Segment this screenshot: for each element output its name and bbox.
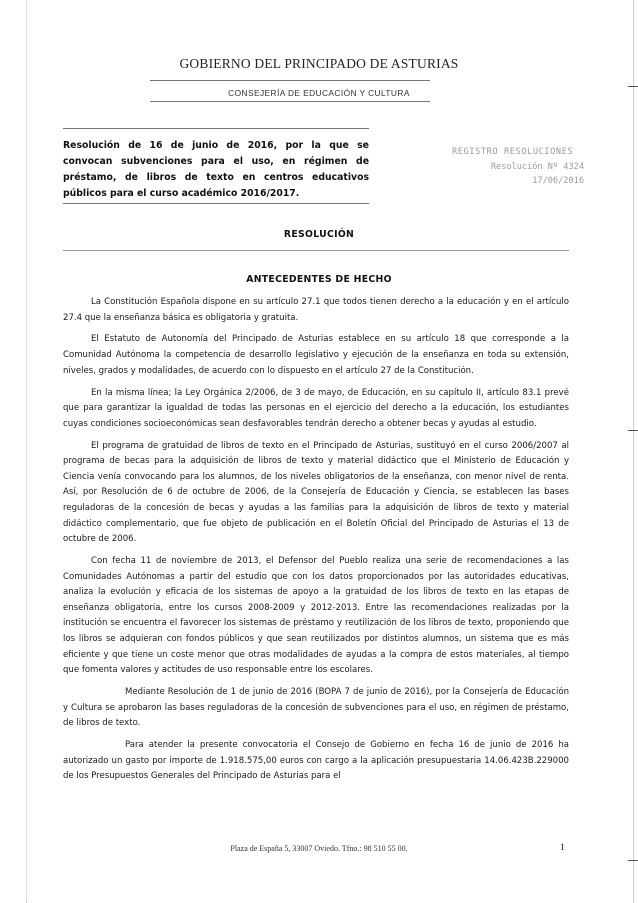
paragraph-free-textbooks: El programa de gratuidad de libros de texto en el Principado de Asturias, sustituyó en el curso 2006/2007 al programa de becas para la adquisición de libros de texto y material didáctico que el Ministerio de Educación y Ciencia venía convocando para los alumnos, de los niveles obligatorios de la enseñanza, con menor nivel de renta. Así, por Resolución de 6 de octubre de 2006, de la Consejería de Educación y Ciencia, se establecen las bases reguladoras de la concesión de becas y ayudas a las familias para la adquisición de libros de texto y material didáctico complementario, que fue objeto de publicación en el Boletín Oficial del Principado de Asturias el 13 de octubre de 2006. xyxy=(63,440,569,545)
page-number: 1 xyxy=(560,843,565,853)
title-rule-bottom xyxy=(63,203,369,204)
scan-margin-right xyxy=(633,0,634,903)
scan-tick-mark xyxy=(628,860,638,861)
paragraph-organic-law: En la misma línea; la Ley Orgánica 2/2006, de 3 de mayo, de Educación, en su capítulo II, artículo 83.1 prevé que para garantizar la igualdad de todas las personas en el ejercicio del derecho a la educación, los estudiantes cuyas condiciones socioeconómicas sean desfavorables tendrán derecho a obtener becas y ayudas al estudio. xyxy=(63,387,569,429)
letterhead xyxy=(0,56,638,72)
paragraph-statute: El Estatuto de Autonomía del Principado de Asturias establece en su artículo 18 que corresponde a la Comunidad Autónoma la competencia de desarrollo legislativo y ejecución de la enseñanza en toda su extensión, niveles, grados y modalidades, de acuerdo con lo dispuesto en el artículo 27 de la Constitución. xyxy=(63,334,569,376)
stamp-resolution-number: Resolución Nº 4324 xyxy=(490,161,584,172)
paragraph-ombudsman: Con fecha 11 de noviembre de 2013, el Defensor del Pueblo realiza una serie de recomendaciones a las Comunidades Autónomas a partir del estudio que con los datos proporcionados por las autoridades educativas, analiza la evolución y eficacia de los sistemas de apoyo a la gratuidad de los libros de texto en las etapas de enseñanza obligatoria, entre los cursos 2008-2009 y 2012-2013. Entre las recomendaciones realizadas por la institución se encuentra el favorecer los sistemas de préstamo y reutilización de los libros de texto, proponiendo que los libros se adquieran con fondos públicos y que sean reutilizados por distintos alumnos, un sistema que es más eficiente y que tiene un coste menor que otras modalidades de ayudas a la compra de estos materiales, al tiempo que fomenta valores y actitudes de uso responsable entre los escolares. xyxy=(63,556,569,676)
letterhead-rule-top xyxy=(150,80,430,81)
scan-tick-mark xyxy=(628,430,638,431)
letterhead-rule-bottom xyxy=(150,101,430,102)
scan-margin-left xyxy=(26,0,28,903)
scan-tick-mark xyxy=(628,86,638,87)
section-divider xyxy=(63,250,569,251)
stamp-date: 17/06/2016 xyxy=(532,176,584,186)
paragraph-bopa-resolution: Mediante Resolución de 1 de junio de 2016 (BOPA 7 de junio de 2016), por la Consejería de Educación y Cultura se aprobaron las bases reguladoras de la concesión de subvenciones para el uso, en régimen de préstamo, de libros de texto. xyxy=(63,687,569,729)
footer-address: Plaza de España 5, 33007 Oviedo. Tfno.: 98 510 55 00. xyxy=(230,844,408,853)
section-heading-resolucion: RESOLUCIÓN xyxy=(283,229,355,240)
title-rule-top xyxy=(63,128,369,129)
document-body xyxy=(63,295,569,791)
resolution-title: Resolución de 16 de junio de 2016, por la que se convocan subvenciones para el uso, en régimen de préstamo, de libros de texto en centros educativos públicos para el curso académico 2016/2017. xyxy=(63,140,369,199)
paragraph-budget: Para atender la presente convocatoria el Consejo de Gobierno en fecha 16 de junio de 2016 ha autorizado un gasto por importe de 1.918.575,00 euros con cargo a la aplicación presupuestaria 14.06.423B.229000 de los Presupuestos Generales del Principado de Asturias para el xyxy=(63,740,569,782)
department-name: CONSEJERÍA DE EDUCACIÓN Y CULTURA xyxy=(228,88,410,98)
paragraph-constitution: La Constitución Española dispone en su artículo 27.1 que todos tienen derecho a la educación y en el artículo 27.4 que la enseñanza básica es obligatoria y gratuita. xyxy=(63,297,569,323)
government-title: GOBIERNO DEL PRINCIPADO DE ASTURIAS xyxy=(179,56,459,71)
stamp-registry-label: REGISTRO RESOLUCIONES xyxy=(452,147,574,157)
section-heading-antecedentes: ANTECEDENTES DE HECHO xyxy=(246,274,392,285)
resolution-title-block xyxy=(63,138,369,202)
registry-stamp xyxy=(452,145,584,189)
